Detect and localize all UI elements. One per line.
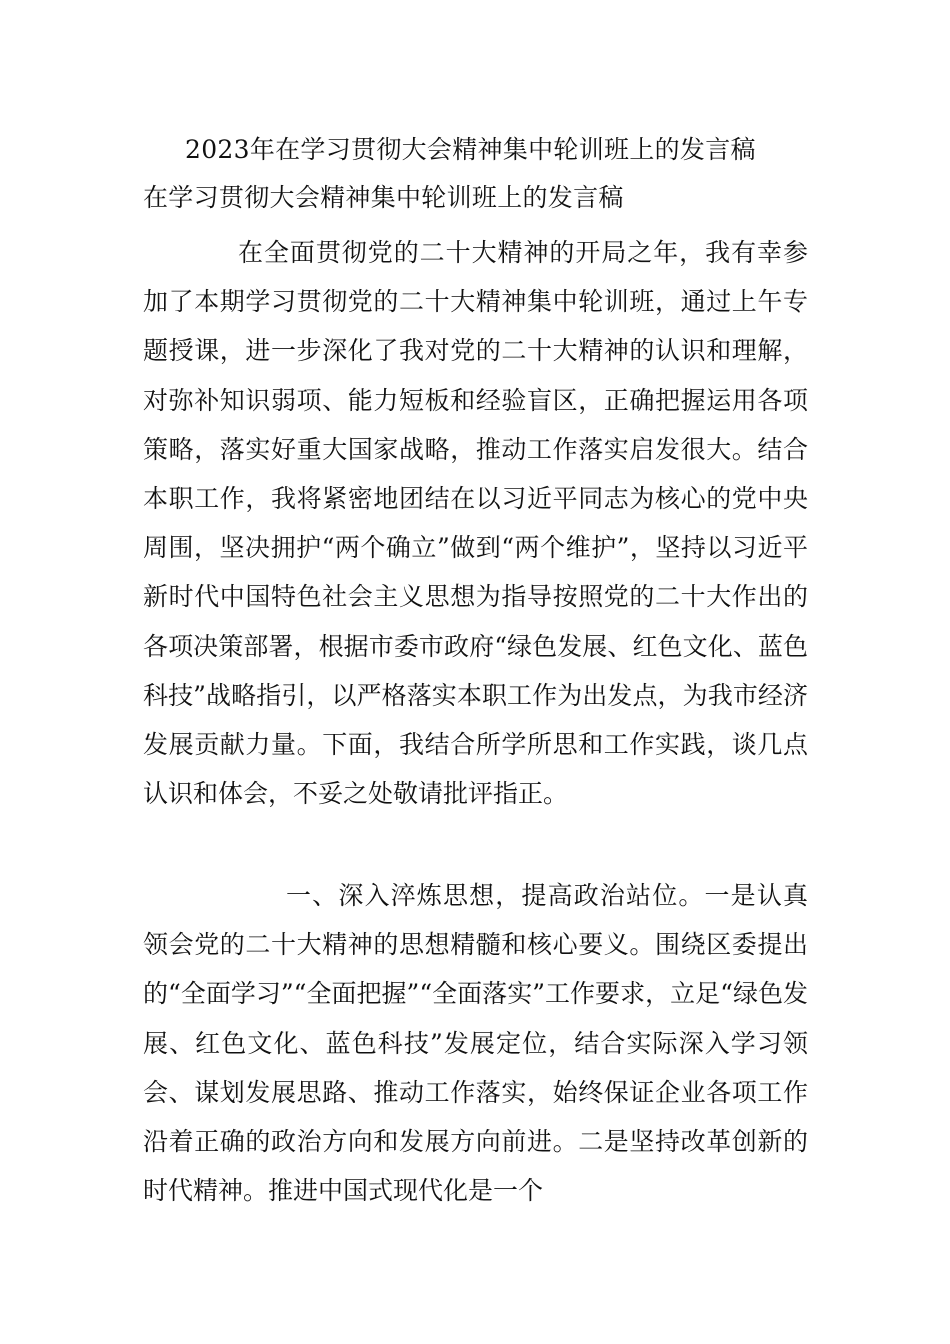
- document-title: 2023年在学习贯彻大会精神集中轮训班上的发言稿: [185, 135, 756, 164]
- paragraph-section-one: 一、深入淬炼思想，提高政治站位。一是认真领会党的二十大精神的思想精髓和核心要义。围绕区委提出的“全面学习”“全面把握”“全面落实”工作要求，立足“绿色发展、红色文化、蓝色科技”发展定位，结合实际深入学习领会、谋划发展思路、推动工作落实，始终保证企业各项工作沿着正确的政治方向和发展方向前进。二是坚持改革创新的时代精神。推进中国式现代化是一个: [143, 881, 808, 1206]
- paragraph-intro: 在全面贯彻党的二十大精神的开局之年，我有幸参加了本期学习贯彻党的二十大精神集中轮训班，通过上午专题授课，进一步深化了我对党的二十大精神的认识和理解，对弥补知识弱项、能力短板和经验盲区，正确把握运用各项策略，落实好重大国家战略，推动工作落实启发很大。结合本职工作，我将紧密地团结在以习近平同志为核心的党中央周围，坚决拥护“两个确立”做到“两个维护”，坚持以习近平新时代中国特色社会主义思想为指导按照党的二十大作出的各项决策部署，根据市委市政府“绿色发展、红色文化、蓝色科技”战略指引，以严格落实本职工作为出发点，为我市经济发展贡献力量。下面，我结合所学所思和工作实践，谈几点认识和体会，不妥之处敬请批评指正。: [143, 238, 808, 809]
- document-subtitle: 在学习贯彻大会精神集中轮训班上的发言稿: [143, 183, 624, 212]
